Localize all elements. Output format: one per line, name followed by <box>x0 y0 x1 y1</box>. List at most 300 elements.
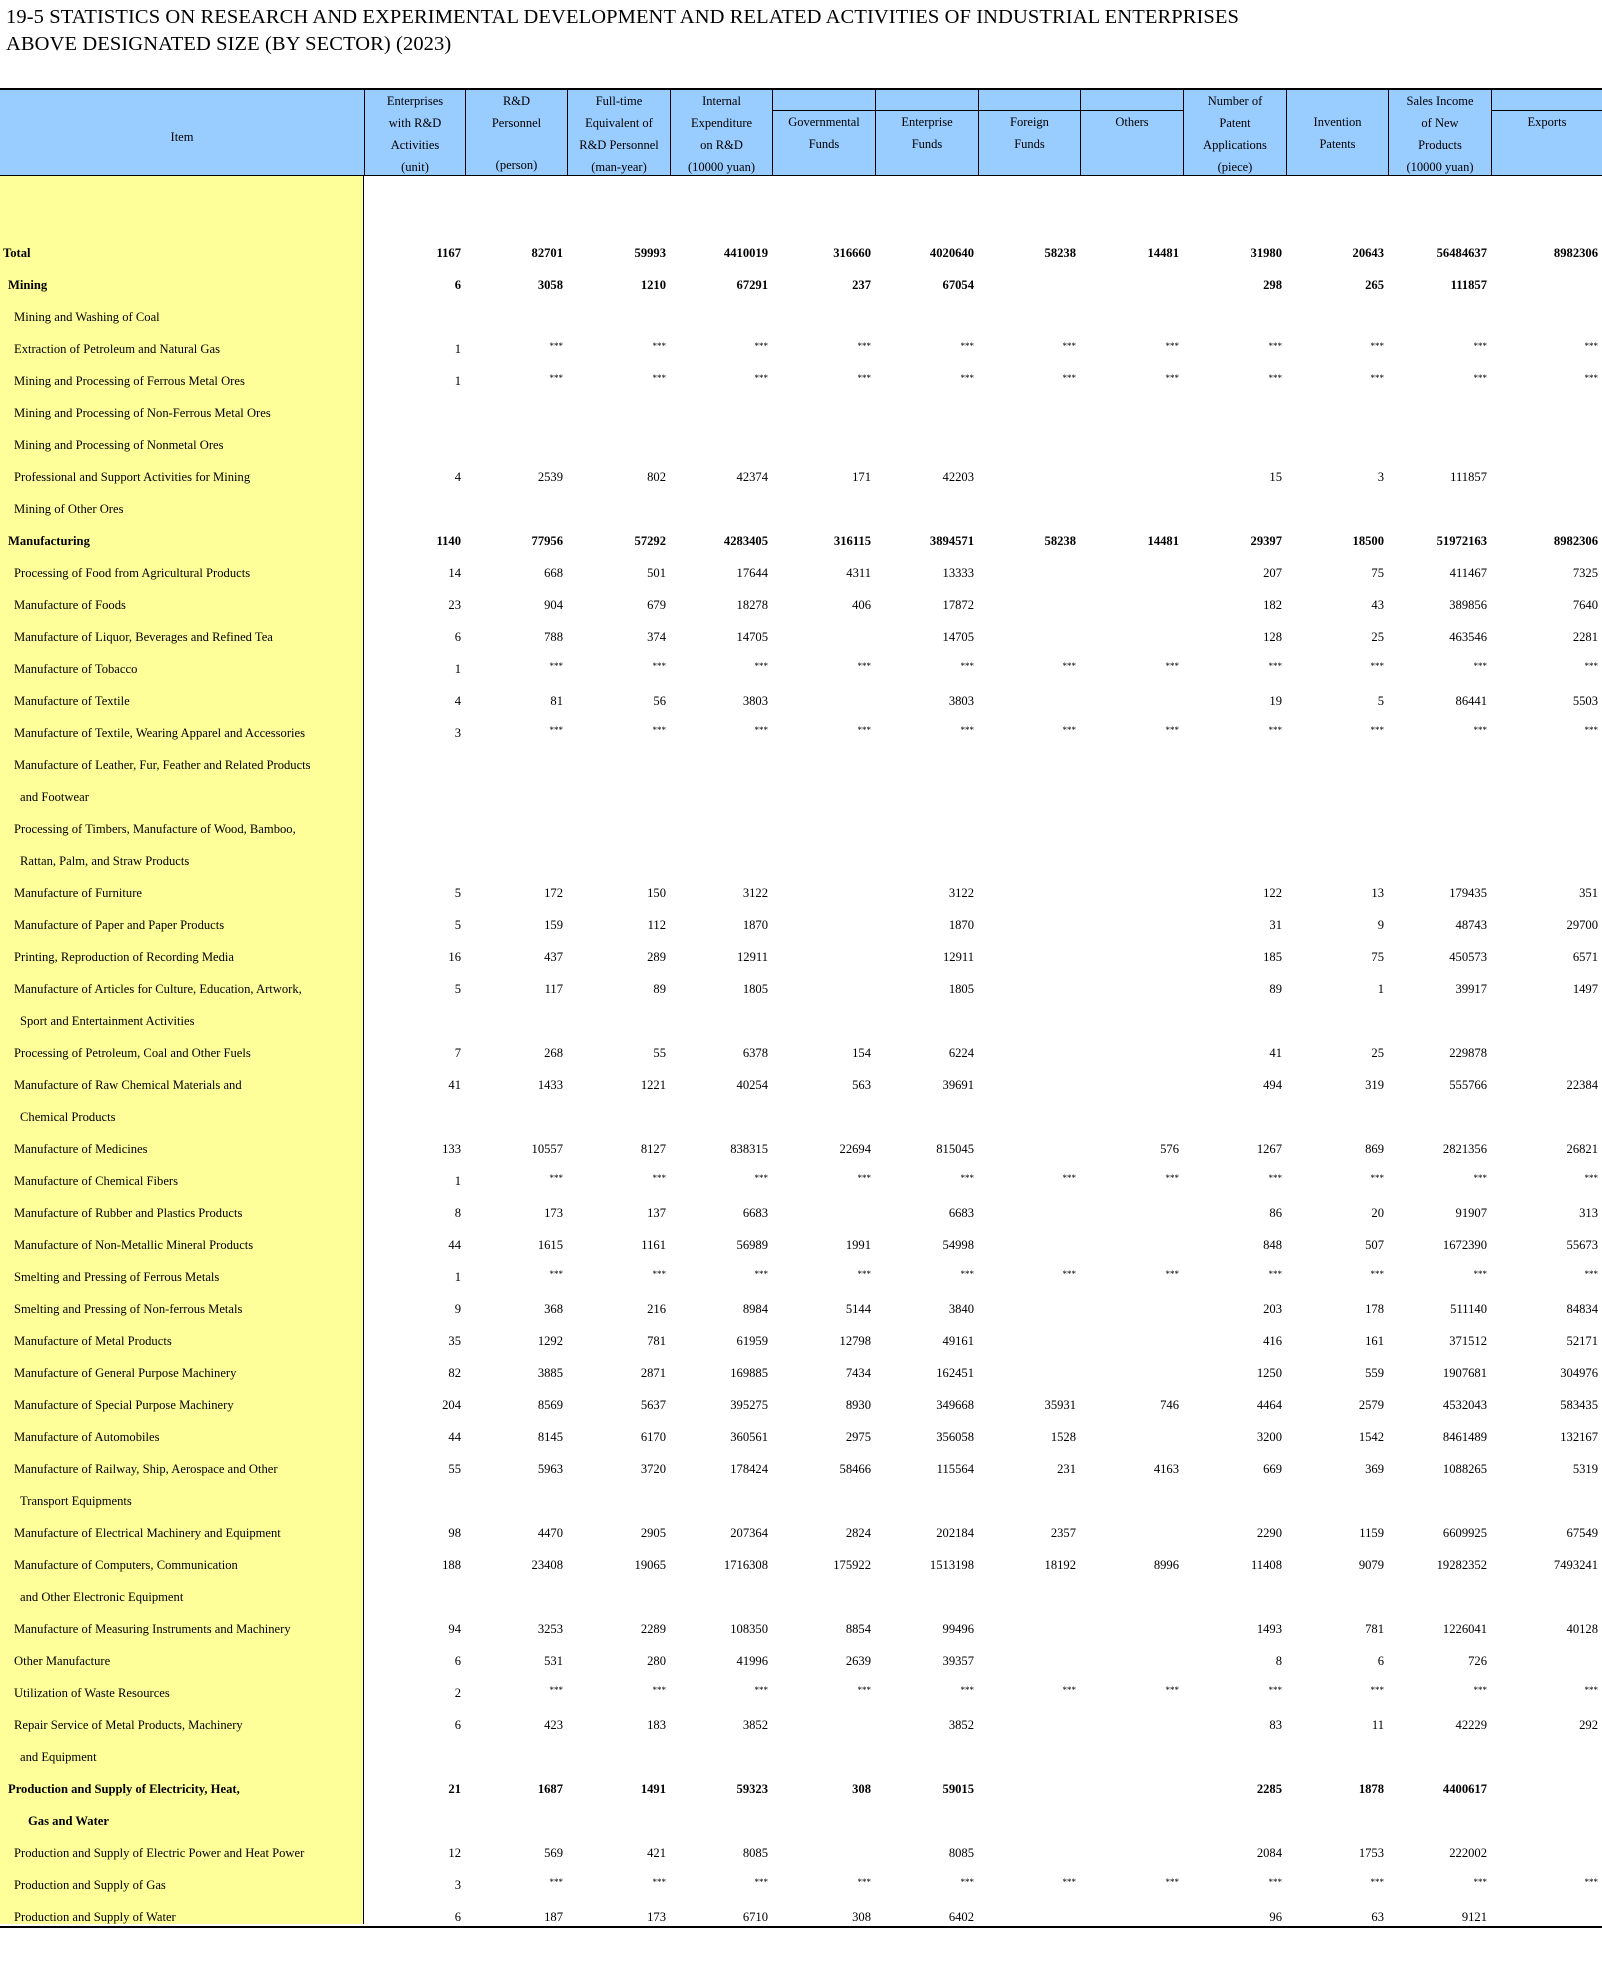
cell-gov: 316660 <box>833 246 871 260</box>
header-line <box>876 90 978 111</box>
cell-invention: 5 <box>1377 694 1384 708</box>
cell-exports: 22384 <box>1566 1078 1598 1092</box>
cell-sales: 39917 <box>1455 982 1487 996</box>
cell-exports: 84834 <box>1566 1302 1598 1316</box>
cell-personnel: 82701 <box>531 246 563 260</box>
cell-expenditure: 395275 <box>730 1398 768 1412</box>
cell-fte: 1210 <box>640 278 666 292</box>
cell-fte: 2871 <box>640 1366 666 1380</box>
cell-gov: *** <box>857 1685 871 1695</box>
cell-exports: *** <box>1584 1877 1598 1887</box>
cell-gov: 1991 <box>845 1238 871 1252</box>
cell-foreign: 18192 <box>1044 1558 1076 1572</box>
cell-fte: 781 <box>647 1334 666 1348</box>
table-row <box>0 622 1602 654</box>
cell-others: *** <box>1165 341 1179 351</box>
cell-sales: 4532043 <box>1442 1398 1487 1412</box>
cell-exports: 67549 <box>1566 1526 1598 1540</box>
table-row <box>0 1902 1602 1934</box>
cell-sales: *** <box>1473 1269 1487 1279</box>
cell-personnel: 423 <box>544 1718 563 1732</box>
cell-gov: 58466 <box>839 1462 871 1476</box>
cell-invention: 369 <box>1365 1462 1384 1476</box>
cell-exports: 2281 <box>1572 630 1598 644</box>
header-patent_apps <box>1183 90 1286 176</box>
cell-personnel: 1615 <box>537 1238 563 1252</box>
table-row <box>0 1742 1602 1774</box>
table-row <box>0 462 1602 494</box>
cell-sales: 1088265 <box>1442 1462 1487 1476</box>
cell-expenditure: 838315 <box>730 1142 768 1156</box>
title-line-2: ABOVE DESIGNATED SIZE (BY SECTOR) (2023) <box>6 33 452 55</box>
cell-foreign: 1528 <box>1050 1430 1076 1444</box>
header-line <box>1081 155 1183 176</box>
cell-invention: 1542 <box>1358 1430 1384 1444</box>
cell-gov: 406 <box>852 598 871 612</box>
cell-fte: 137 <box>647 1206 666 1220</box>
cell-sales: 56484637 <box>1436 246 1487 260</box>
cell-patent_apps: 1250 <box>1256 1366 1282 1380</box>
cell-exports: 29700 <box>1566 918 1598 932</box>
cell-expenditure: 14705 <box>736 630 768 644</box>
cell-expenditure: *** <box>754 725 768 735</box>
cell-gov: 7434 <box>845 1366 871 1380</box>
cell-ent: 14705 <box>942 630 974 644</box>
cell-exports: 55673 <box>1566 1238 1598 1252</box>
cell-enterprises: 1 <box>454 374 461 388</box>
table-row <box>0 1198 1602 1230</box>
cell-fte: 501 <box>647 566 666 580</box>
header-line: R&D <box>502 94 531 108</box>
cell-enterprises: 3 <box>454 1878 461 1892</box>
table-row <box>0 1774 1602 1806</box>
title-line-1: 19-5 STATISTICS ON RESEARCH AND EXPERIMENTAL DEVELOPMENT AND RELATED ACTIVITIES OF INDUSTRIAL ENTERPRISES <box>6 6 1240 28</box>
cell-invention: 1 <box>1377 982 1384 996</box>
table-header <box>0 88 1602 176</box>
table-row <box>0 974 1602 1006</box>
cell-enterprises: 6 <box>454 630 461 644</box>
cell-personnel: 10557 <box>531 1142 563 1156</box>
cell-personnel: 788 <box>544 630 563 644</box>
cell-expenditure: 360561 <box>730 1430 768 1444</box>
cell-exports: 1497 <box>1572 982 1598 996</box>
cell-personnel: 437 <box>544 950 563 964</box>
table-row <box>0 1070 1602 1102</box>
cell-exports: *** <box>1584 1685 1598 1695</box>
cell-ent: 54998 <box>942 1238 974 1252</box>
cell-ent: 59015 <box>942 1782 974 1796</box>
row-label: Manufacture of Medicines <box>14 1142 148 1156</box>
cell-personnel: 23408 <box>531 1558 563 1572</box>
cell-fte: 3720 <box>640 1462 666 1476</box>
cell-expenditure: 17644 <box>736 566 768 580</box>
header-line: (10000 yuan) <box>1406 160 1474 174</box>
table-row <box>0 1134 1602 1166</box>
header-line: (man-year) <box>591 160 647 174</box>
cell-others: 14481 <box>1147 534 1179 548</box>
cell-gov: 8930 <box>845 1398 871 1412</box>
cell-ent: 8085 <box>948 1846 974 1860</box>
cell-ent: 356058 <box>936 1430 974 1444</box>
cell-ent: 17872 <box>942 598 974 612</box>
cell-sales: 229878 <box>1449 1046 1487 1060</box>
cell-invention: 1753 <box>1358 1846 1384 1860</box>
cell-sales: 19282352 <box>1436 1558 1487 1572</box>
table-row <box>0 1262 1602 1294</box>
row-label: Gas and Water <box>28 1814 109 1828</box>
cell-ent: *** <box>960 1173 974 1183</box>
row-label: and Other Electronic Equipment <box>20 1590 184 1604</box>
cell-ent: *** <box>960 725 974 735</box>
cell-personnel: 159 <box>544 918 563 932</box>
row-label: Professional and Support Activities for Mining <box>14 470 251 484</box>
cell-expenditure: 42374 <box>736 470 768 484</box>
row-label: Rattan, Palm, and Straw Products <box>20 854 190 868</box>
cell-sales: 1907681 <box>1442 1366 1487 1380</box>
cell-expenditure: 3122 <box>742 886 768 900</box>
cell-patent_apps: 1267 <box>1256 1142 1282 1156</box>
cell-others: 746 <box>1160 1398 1179 1412</box>
row-label: Manufacture of Automobiles <box>14 1430 160 1444</box>
cell-ent: 42203 <box>942 470 974 484</box>
cell-patent_apps: 2290 <box>1256 1526 1282 1540</box>
header-line: Expenditure <box>690 116 753 130</box>
cell-enterprises: 82 <box>448 1366 461 1380</box>
cell-patent_apps: 3200 <box>1256 1430 1282 1444</box>
cell-enterprises: 1 <box>454 1270 461 1284</box>
cell-patent_apps: 8 <box>1275 1654 1282 1668</box>
row-label: Manufacture of Chemical Fibers <box>14 1174 179 1188</box>
row-label: Manufacturing <box>8 534 90 548</box>
cell-patent_apps: *** <box>1268 1269 1282 1279</box>
row-label: Manufacture of Non-Metallic Mineral Products <box>14 1238 254 1252</box>
table-row <box>0 1486 1602 1518</box>
header-line <box>466 134 567 154</box>
row-label: Manufacture of Metal Products <box>14 1334 172 1348</box>
cell-ent: *** <box>960 341 974 351</box>
cell-sales: *** <box>1473 341 1487 351</box>
cell-personnel: 569 <box>544 1846 563 1860</box>
cell-sales: 48743 <box>1455 918 1487 932</box>
cell-fte: 5637 <box>640 1398 666 1412</box>
cell-exports: *** <box>1584 341 1598 351</box>
cell-personnel: 3253 <box>537 1622 563 1636</box>
cell-sales: *** <box>1473 1877 1487 1887</box>
cell-expenditure: 1870 <box>742 918 768 932</box>
cell-fte: *** <box>652 373 666 383</box>
table-row <box>0 654 1602 686</box>
cell-ent: 3840 <box>948 1302 974 1316</box>
cell-patent_apps: 31 <box>1269 918 1282 932</box>
header-line <box>1287 155 1388 176</box>
cell-personnel: 77956 <box>531 534 563 548</box>
row-label: Processing of Petroleum, Coal and Other Fuels <box>14 1046 251 1060</box>
header-line <box>979 155 1080 176</box>
table-row <box>0 1710 1602 1742</box>
cell-fte: *** <box>652 661 666 671</box>
row-label: Mining and Washing of Coal <box>14 310 160 324</box>
cell-gov: 2639 <box>845 1654 871 1668</box>
header-line <box>773 155 875 176</box>
cell-invention: 265 <box>1365 278 1384 292</box>
row-label: Smelting and Pressing of Non-ferrous Metals <box>14 1302 243 1316</box>
cell-expenditure: 40254 <box>736 1078 768 1092</box>
cell-invention: 63 <box>1371 1910 1384 1924</box>
cell-invention: 3 <box>1377 470 1384 484</box>
cell-fte: 89 <box>653 982 666 996</box>
cell-enterprises: 5 <box>454 918 461 932</box>
cell-ent: *** <box>960 661 974 671</box>
table-row <box>0 494 1602 526</box>
cell-ent: 115564 <box>936 1462 974 1476</box>
cell-enterprises: 41 <box>448 1078 461 1092</box>
table-row <box>0 1582 1602 1614</box>
cell-patent_apps: 29397 <box>1250 534 1282 548</box>
cell-invention: 161 <box>1365 1334 1384 1348</box>
header-exports <box>1491 90 1602 176</box>
cell-exports: 52171 <box>1566 1334 1598 1348</box>
table-row <box>0 814 1602 846</box>
cell-gov: *** <box>857 1877 871 1887</box>
cell-exports: 7640 <box>1572 598 1598 612</box>
table-row <box>0 686 1602 718</box>
cell-ent: 3852 <box>948 1718 974 1732</box>
cell-expenditure: 1716308 <box>723 1558 768 1572</box>
cell-gov: 563 <box>852 1078 871 1092</box>
row-label: Sport and Entertainment Activities <box>20 1014 195 1028</box>
cell-invention: 43 <box>1371 598 1384 612</box>
cell-personnel: 117 <box>544 982 563 996</box>
cell-ent: 6402 <box>948 1910 974 1924</box>
cell-enterprises: 6 <box>454 278 461 292</box>
cell-foreign: 35931 <box>1044 1398 1076 1412</box>
cell-enterprises: 188 <box>442 1558 461 1572</box>
cell-ent: 99496 <box>942 1622 974 1636</box>
cell-fte: 216 <box>647 1302 666 1316</box>
table-row <box>0 1166 1602 1198</box>
cell-expenditure: *** <box>754 1877 768 1887</box>
cell-ent: *** <box>960 373 974 383</box>
cell-invention: *** <box>1370 1269 1384 1279</box>
table-row <box>0 1454 1602 1486</box>
header-line: Governmental <box>788 115 860 129</box>
cell-invention: 507 <box>1365 1238 1384 1252</box>
cell-personnel: *** <box>549 661 563 671</box>
cell-enterprises: 35 <box>448 1334 461 1348</box>
table-row <box>0 1102 1602 1134</box>
header-line: Enterprise <box>901 115 953 129</box>
cell-enterprises: 44 <box>448 1238 461 1252</box>
cell-fte: *** <box>652 1173 666 1183</box>
cell-invention: 25 <box>1371 1046 1384 1060</box>
cell-patent_apps: 185 <box>1263 950 1282 964</box>
cell-fte: 57292 <box>634 534 666 548</box>
cell-exports: *** <box>1584 661 1598 671</box>
cell-sales: 9121 <box>1461 1910 1487 1924</box>
cell-fte: 1161 <box>641 1238 666 1252</box>
header-line <box>773 90 875 111</box>
header-line <box>0 112 364 126</box>
header-line: Funds <box>911 137 943 151</box>
cell-invention: 781 <box>1365 1622 1384 1636</box>
cell-patent_apps: 1493 <box>1256 1622 1282 1636</box>
cell-gov: *** <box>857 373 871 383</box>
cell-enterprises: 4 <box>454 694 461 708</box>
table-row <box>0 1678 1602 1710</box>
cell-patent_apps: 19 <box>1269 694 1282 708</box>
cell-patent_apps: *** <box>1268 1877 1282 1887</box>
header-line <box>1492 155 1602 176</box>
cell-ent: 815045 <box>936 1142 974 1156</box>
cell-exports: 313 <box>1579 1206 1598 1220</box>
cell-patent_apps: 89 <box>1269 982 1282 996</box>
cell-personnel: *** <box>549 1173 563 1183</box>
cell-expenditure: 8984 <box>742 1302 768 1316</box>
header-line: Enterprises <box>386 94 444 108</box>
cell-personnel: 1292 <box>537 1334 563 1348</box>
cell-expenditure: 56989 <box>736 1238 768 1252</box>
header-enterprises <box>364 90 465 176</box>
cell-sales: 42229 <box>1455 1718 1487 1732</box>
table-row <box>0 398 1602 430</box>
table-row <box>0 750 1602 782</box>
header-line: Applications <box>1203 138 1267 152</box>
cell-gov: 2975 <box>845 1430 871 1444</box>
table-row <box>0 302 1602 334</box>
header-line: Activities <box>390 138 440 152</box>
table-row <box>0 878 1602 910</box>
cell-exports: *** <box>1584 373 1598 383</box>
header-line <box>0 148 364 162</box>
cell-patent_apps: 207 <box>1263 566 1282 580</box>
header-line <box>1081 133 1183 154</box>
cell-sales: 726 <box>1468 1654 1487 1668</box>
cell-expenditure: *** <box>754 1685 768 1695</box>
header-foreign <box>978 90 1080 176</box>
header-line: (piece) <box>1217 160 1253 174</box>
cell-patent_apps: 86 <box>1269 1206 1282 1220</box>
cell-personnel: 531 <box>544 1654 563 1668</box>
row-label: Manufacture of Electrical Machinery and Equipment <box>14 1526 281 1540</box>
cell-exports: 40128 <box>1566 1622 1598 1636</box>
table-row <box>0 846 1602 878</box>
header-fte <box>567 90 670 176</box>
cell-ent: 12911 <box>942 950 974 964</box>
cell-patent_apps: *** <box>1268 1685 1282 1695</box>
header-line: (10000 yuan) <box>688 160 755 174</box>
header-line: (unit) <box>401 160 429 174</box>
cell-patent_apps: 31980 <box>1250 246 1282 260</box>
cell-exports: 8982306 <box>1553 534 1598 548</box>
header-line <box>0 162 364 176</box>
cell-patent_apps: 15 <box>1269 470 1282 484</box>
cell-fte: 112 <box>647 918 666 932</box>
header-expenditure <box>670 90 772 176</box>
cell-exports: 583435 <box>1560 1398 1598 1412</box>
cell-enterprises: 133 <box>442 1142 461 1156</box>
cell-others: *** <box>1165 373 1179 383</box>
cell-ent: 49161 <box>942 1334 974 1348</box>
table-row <box>0 1422 1602 1454</box>
cell-exports: 6571 <box>1572 950 1598 964</box>
cell-enterprises: 12 <box>448 1846 461 1860</box>
cell-ent: 3122 <box>948 886 974 900</box>
cell-exports: 351 <box>1579 886 1598 900</box>
row-label: Manufacture of Articles for Culture, Education, Artwork, <box>14 982 302 996</box>
cell-invention: 11 <box>1371 1718 1384 1732</box>
cell-foreign: *** <box>1062 1269 1076 1279</box>
cell-fte: 173 <box>647 1910 666 1924</box>
table-row <box>0 1838 1602 1870</box>
cell-exports: 7325 <box>1572 566 1598 580</box>
cell-expenditure: 6710 <box>742 1910 768 1924</box>
cell-sales: 411467 <box>1449 566 1487 580</box>
cell-invention: 20 <box>1371 1206 1384 1220</box>
header-line: of New <box>1421 116 1459 130</box>
header-group-rule <box>772 110 1183 111</box>
header-gov <box>772 90 875 176</box>
cell-enterprises: 5 <box>454 982 461 996</box>
cell-fte: 55 <box>653 1046 666 1060</box>
cell-others: 4163 <box>1153 1462 1179 1476</box>
cell-others: *** <box>1165 661 1179 671</box>
row-label: Extraction of Petroleum and Natural Gas <box>14 342 220 356</box>
cell-others: *** <box>1165 1877 1179 1887</box>
cell-personnel: *** <box>549 725 563 735</box>
cell-expenditure: 3803 <box>742 694 768 708</box>
row-label: Manufacture of Leather, Fur, Feather and Related Products <box>14 758 311 772</box>
cell-patent_apps: *** <box>1268 661 1282 671</box>
cell-others: 8996 <box>1153 1558 1179 1572</box>
cell-fte: 150 <box>647 886 666 900</box>
cell-personnel: 8145 <box>537 1430 563 1444</box>
cell-fte: 183 <box>647 1718 666 1732</box>
cell-enterprises: 204 <box>442 1398 461 1412</box>
cell-invention: 319 <box>1365 1078 1384 1092</box>
cell-expenditure: *** <box>754 661 768 671</box>
row-label: Manufacture of Foods <box>14 598 126 612</box>
cell-ent: 4020640 <box>929 246 974 260</box>
cell-others: *** <box>1165 1173 1179 1183</box>
cell-personnel: 5963 <box>537 1462 563 1476</box>
header-line: Personnel <box>491 116 542 130</box>
row-label: Chemical Products <box>20 1110 116 1124</box>
cell-patent_apps: 2285 <box>1256 1782 1282 1796</box>
cell-personnel: *** <box>549 1877 563 1887</box>
header-line <box>1492 133 1602 154</box>
table-row <box>0 1870 1602 1902</box>
cell-personnel: *** <box>549 1269 563 1279</box>
cell-foreign: 2357 <box>1050 1526 1076 1540</box>
cell-invention: 6 <box>1377 1654 1384 1668</box>
cell-patent_apps: 203 <box>1263 1302 1282 1316</box>
header-line: on R&D <box>700 138 743 152</box>
row-label: Other Manufacture <box>14 1654 111 1668</box>
cell-others: 576 <box>1160 1142 1179 1156</box>
cell-personnel: 368 <box>544 1302 563 1316</box>
cell-exports: 304976 <box>1560 1366 1598 1380</box>
cell-patent_apps: 11408 <box>1250 1558 1282 1572</box>
cell-sales: *** <box>1473 661 1487 671</box>
cell-patent_apps: 416 <box>1263 1334 1282 1348</box>
cell-invention: 75 <box>1371 950 1384 964</box>
cell-foreign: *** <box>1062 725 1076 735</box>
cell-personnel: 2539 <box>537 470 563 484</box>
cell-expenditure: 6683 <box>742 1206 768 1220</box>
header-line: with R&D <box>388 116 442 130</box>
cell-others: *** <box>1165 1685 1179 1695</box>
cell-enterprises: 98 <box>448 1526 461 1540</box>
